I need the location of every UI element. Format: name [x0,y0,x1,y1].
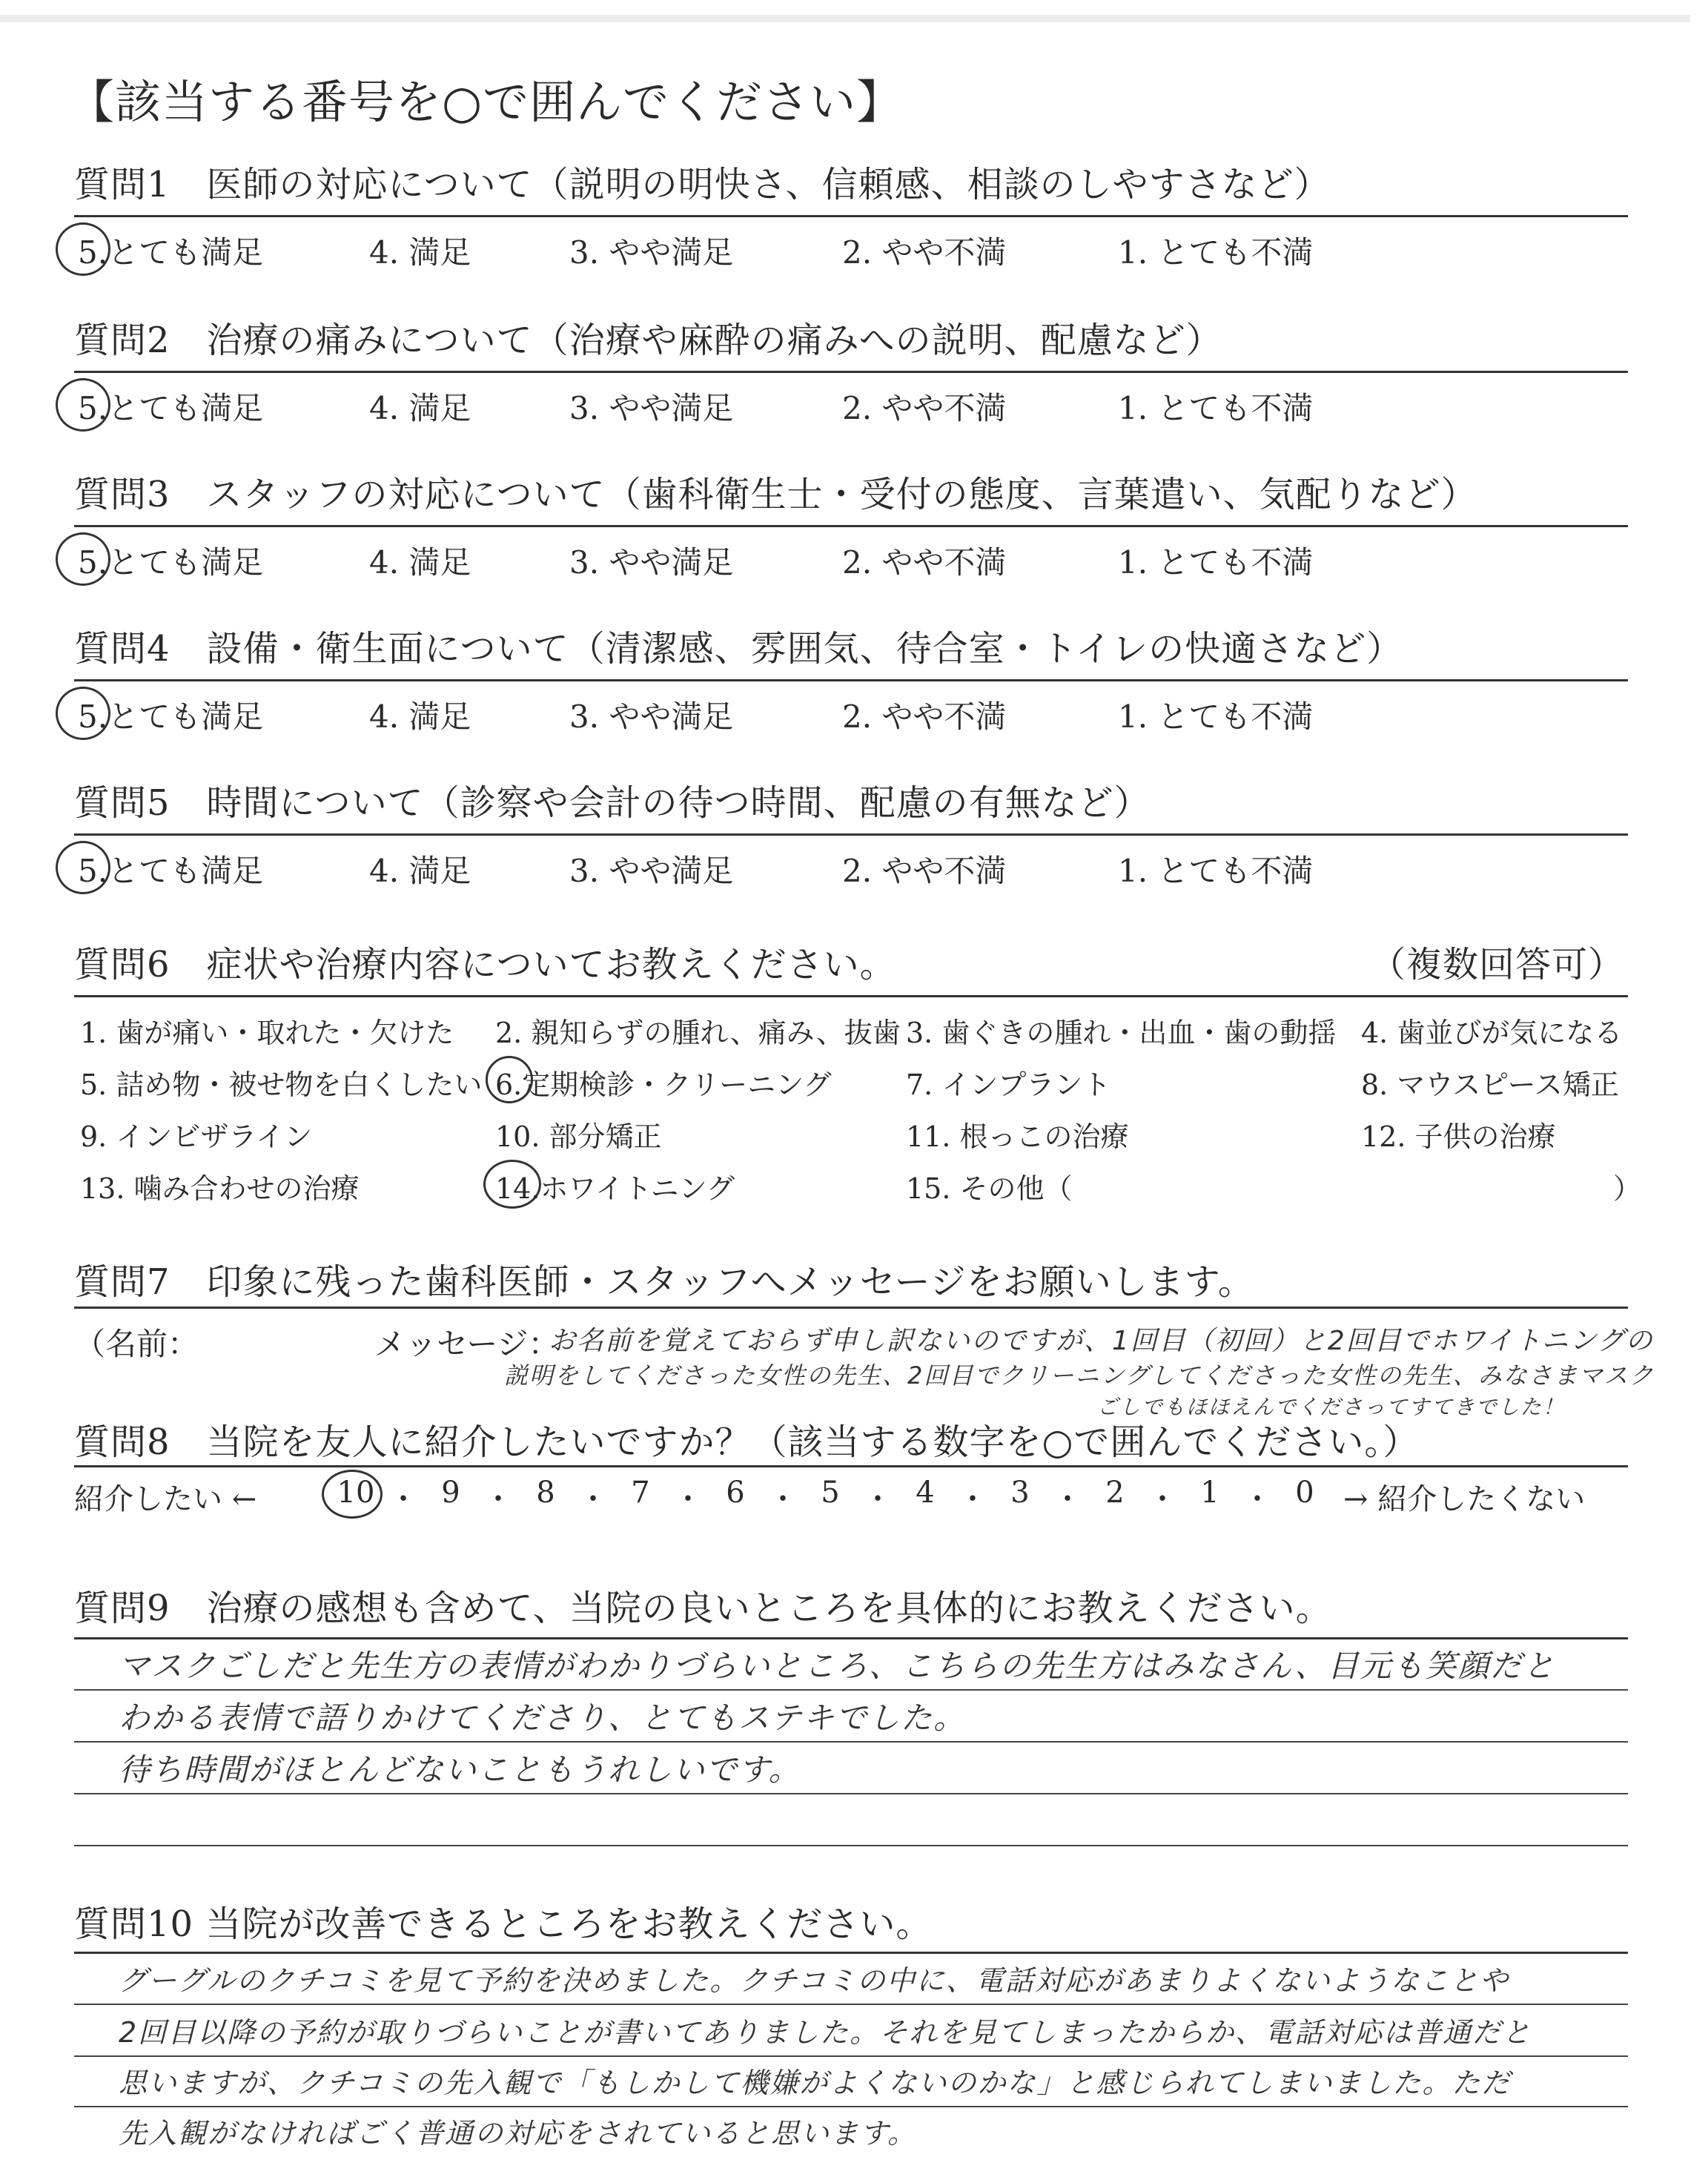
q5-option: 4. 満足 [369,853,471,889]
q6-option: 10. 部分矯正 [495,1120,662,1153]
q6-option: 4. 歯並びが気になる [1361,1017,1623,1049]
q3-option: 3. やや満足 [569,544,734,581]
q1-option: 5.とても満足 [78,234,264,271]
q10-answer-line: 2回目以降の予約が取りづらいことが書いてありました。それを見てしまったからか、電話対応は普通だと [119,2016,1532,2049]
q1-selected-circle [56,222,110,276]
q6-option: 7. インプラント [906,1069,1111,1101]
q2-option: 4. 満足 [369,390,471,426]
q6-option: 8. マウスピース矯正 [1361,1069,1619,1101]
q10-rule [74,1952,1628,1954]
q6-option: ） [1613,1172,1642,1205]
q8-selected-circle [322,1470,383,1519]
q9-answer-line: わかる表情で語りかけてくださり、とてもステキでした。 [119,1700,967,1736]
q7-message-line-2: 説明をしてくださった女性の先生、2回目でクリーニングしてくださった女性の先生、みなさまマスク [504,1361,1655,1390]
q3-option: 4. 満足 [369,544,471,581]
q1-option: 2. やや不満 [842,234,1007,271]
q4-selected-circle [56,687,110,740]
q8-scale-number: 10 [337,1476,375,1510]
q8-scale-number: 5 [821,1476,840,1510]
q8-scale-dot: ・ [1053,1482,1082,1516]
q1-heading: 質問1 医師の対応について（説明の明快さ、信頼感、相談のしやすさなど） [74,164,1331,205]
q8-scale-number: 9 [441,1476,460,1510]
q9-answer-rule [74,1845,1628,1846]
q1-rule [74,215,1628,217]
q4-option: 5.とても満足 [78,698,264,735]
q10-heading: 質問10 当院が改善できるところをお教えください。 [74,1903,933,1945]
q8-scale-number: 6 [726,1476,745,1510]
q1-option: 4. 満足 [369,234,471,271]
q7-name-label: （名前： [74,1326,199,1362]
q5-selected-circle [56,841,110,894]
q2-option: 2. やや不満 [842,390,1007,426]
q6-option: 6.定期検診・クリーニング [495,1069,832,1101]
q4-option: 1. とても不満 [1118,698,1314,735]
q10-answer-line: 思いますが、クチコミの先入観で「もしかして機嫌がよくないのかな」と感じられてしまいました。ただ [119,2067,1512,2099]
q2-option: 3. やや満足 [569,390,734,426]
q6-selected-circle-6 [486,1056,533,1103]
q7-message-line-1: お名前を覚えておらず申し訳ないのですが、1回目（初回）と2回目でホワイトニングの [549,1326,1654,1356]
q8-scale-dot: ・ [673,1482,703,1516]
q9-heading: 質問9 治療の感想も含めて、当院の良いところを具体的にお教えください。 [74,1588,1332,1629]
q8-scale-dot: ・ [388,1482,418,1516]
q4-heading: 質問4 設備・衛生面について（清潔感、雰囲気、待合室・トイレの快適さなど） [74,628,1403,670]
q6-option: 11. 根っこの治療 [906,1120,1129,1153]
q7-heading: 質問7 印象に残った歯科医師・スタッフへメッセージをお願いします。 [74,1261,1254,1303]
q3-selected-circle [56,532,110,586]
q8-heading: 質問8 当院を友人に紹介したいですか？（該当する数字を○で囲んでください。） [74,1421,1420,1463]
q6-heading: 質問6 症状や治療内容についてお教えください。 [74,944,896,985]
q8-left-label: 紹介したい ← [74,1482,257,1516]
q6-option: 14.ホワイトニング [495,1172,735,1205]
q6-option: 5. 詰め物・被せ物を白くしたい [80,1069,483,1101]
q9-answer-rule [74,1793,1628,1794]
q10-answer-line: グーグルのクチコミを見て予約を決めました。クチコミの中に、電話対応があまりよくないようなことや [119,1964,1509,1997]
q7-rule [74,1307,1628,1309]
q3-rule [74,525,1628,527]
q3-option: 5.とても満足 [78,544,264,581]
q7-message-label: メッセージ： [374,1326,560,1362]
q2-selected-circle [56,378,110,432]
q6-option: 3. 歯ぐきの腫れ・出血・歯の動揺 [906,1017,1337,1049]
q5-option: 5.とても満足 [78,853,264,889]
q6-option: 13. 噛み合わせの治療 [80,1172,360,1205]
q7-message-line-3: ごしでもほほえんでくださってすてきでした！ [1097,1395,1565,1419]
q4-option: 2. やや不満 [842,698,1007,735]
q9-answer-rule [74,1689,1628,1691]
q10-answer-rule [74,2106,1628,2107]
q5-option: 3. やや満足 [569,853,734,889]
q5-heading: 質問5 時間について（診察や会計の待つ時間、配慮の有無など） [74,782,1151,824]
q8-scale-dot: ・ [1242,1482,1272,1516]
q8-scale-dot: ・ [483,1482,513,1516]
q9-answer-line: 待ち時間がほとんどないこともうれしいです。 [119,1751,801,1788]
q8-scale-dot: ・ [578,1482,608,1516]
q8-scale-number: 8 [536,1476,555,1510]
q6-option: 15. その他（ [906,1172,1073,1205]
q8-scale-number: 1 [1200,1476,1219,1510]
q8-right-label: → 紹介したくない [1343,1482,1586,1516]
q9-answer-line: マスクごしだと先生方の表情がわかりづらいところ、こちらの先生方はみなさん、目元も笑顔だと [119,1648,1556,1684]
q5-option: 1. とても不満 [1118,853,1314,889]
q8-scale-number: 4 [916,1476,935,1510]
q8-rule [74,1465,1628,1467]
q4-option: 4. 満足 [369,698,471,735]
q6-option: 2. 親知らずの腫れ、痛み、抜歯 [495,1017,901,1049]
q2-rule [74,371,1628,373]
q8-scale-number: 2 [1105,1476,1125,1510]
q3-option: 1. とても不満 [1118,544,1314,581]
q6-option: 1. 歯が痛い・取れた・欠けた [80,1017,454,1049]
q1-option: 1. とても不満 [1118,234,1314,271]
q3-heading: 質問3 スタッフの対応について（歯科衛生士・受付の態度、言葉遣い、気配りなど） [74,474,1477,515]
q2-option: 5.とても満足 [78,390,264,426]
scan-top-edge [0,15,1690,22]
q6-rule [74,995,1628,997]
q10-answer-rule [74,2004,1628,2005]
q8-scale-number: 0 [1295,1476,1314,1510]
q10-answer-line: 先入観がなければごく普通の対応をされていると思います。 [119,2117,917,2150]
q9-answer-rule [74,1741,1628,1743]
q8-scale-dot: ・ [1148,1482,1177,1516]
q6-option: 12. 子供の治療 [1361,1120,1556,1153]
q8-scale-dot: ・ [863,1482,893,1516]
q5-rule [74,833,1628,836]
q5-option: 2. やや不満 [842,853,1007,889]
q10-answer-rule [74,2055,1628,2057]
q6-option: 9. インビザライン [80,1120,313,1153]
q8-scale-number: 3 [1010,1476,1030,1510]
q8-scale-number: 7 [631,1476,650,1510]
q1-option: 3. やや満足 [569,234,734,271]
q6-note: （複数回答可） [1370,944,1625,985]
q3-option: 2. やや不満 [842,544,1007,581]
q9-rule [74,1637,1628,1639]
q6-selected-circle-14 [483,1160,541,1209]
q4-rule [74,679,1628,681]
q8-scale-dot: ・ [958,1482,987,1516]
q4-option: 3. やや満足 [569,698,734,735]
q2-option: 1. とても不満 [1118,390,1314,426]
page-title: 【該当する番号を○で囲んでください】 [68,75,904,129]
q2-heading: 質問2 治療の痛みについて（治療や麻酔の痛みへの説明、配慮など） [74,320,1222,361]
q8-scale-dot: ・ [768,1482,798,1516]
